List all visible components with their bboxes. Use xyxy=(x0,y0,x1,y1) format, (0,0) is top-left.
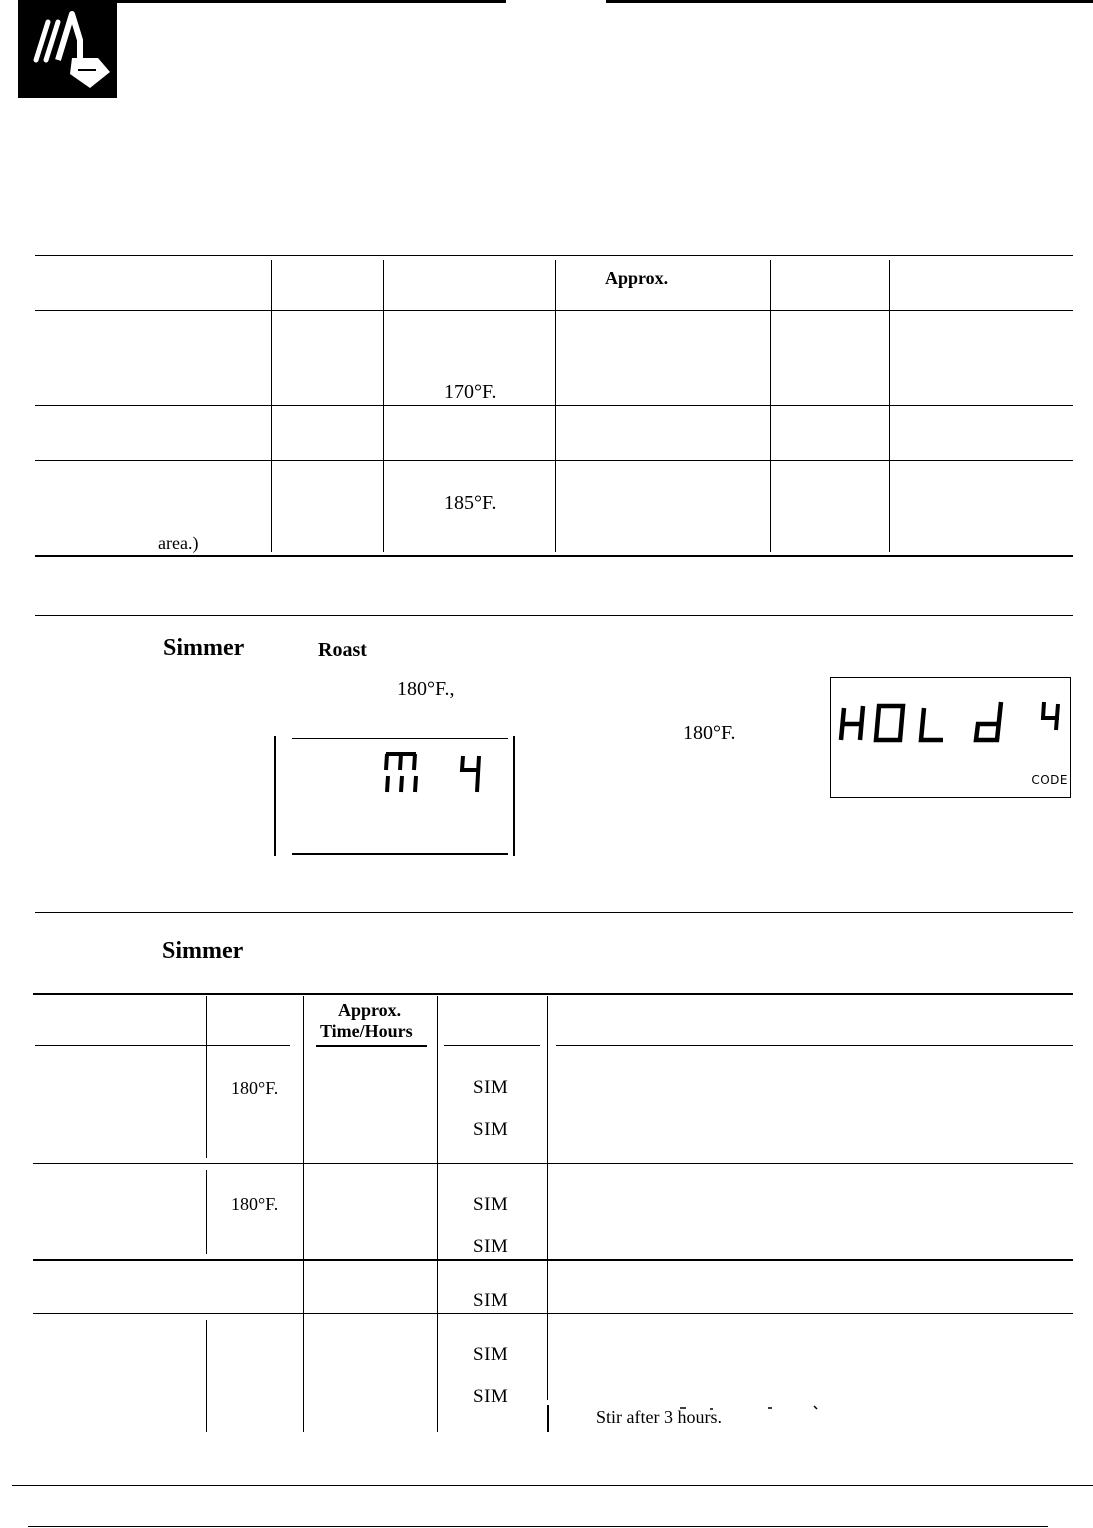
lcd-display-hold xyxy=(830,677,1071,798)
setting-sim: SIM xyxy=(473,1236,509,1257)
table1-row-rule xyxy=(35,460,1073,461)
table2-row-rule xyxy=(33,1313,1073,1314)
table1-row-rule xyxy=(35,405,1073,406)
page-footer-rule xyxy=(28,1526,1048,1527)
table2-row-rule xyxy=(33,1163,1073,1164)
display-panel-right-edge xyxy=(513,736,515,856)
setting-sim: SIM xyxy=(473,1119,509,1140)
lcd-code-label: CODE xyxy=(1031,773,1068,787)
simmer-heading: Simmer xyxy=(162,938,244,964)
table2-header-rule xyxy=(444,1045,540,1046)
table2-row2-temp: 180°F. xyxy=(231,1194,279,1214)
table2-header-rule xyxy=(556,1045,1073,1046)
table1-row1-temp: 170°F. xyxy=(444,381,497,403)
partial-text-marks xyxy=(680,1399,820,1407)
roast-heading: Roast xyxy=(318,639,367,661)
table2-column-divider xyxy=(547,996,548,1400)
table1-approx-header: Approx. xyxy=(605,268,669,288)
temperature-value: 180°F., xyxy=(397,678,455,700)
hand-pressing-button-icon xyxy=(18,0,117,98)
display-panel-bottom-edge xyxy=(292,853,508,855)
header-bar-left xyxy=(113,0,506,3)
table1-column-divider xyxy=(383,260,384,552)
table1-column-divider xyxy=(889,260,890,552)
lcd-m4-glyph xyxy=(380,748,490,798)
setting-sim: SIM xyxy=(473,1344,509,1365)
display-panel-left-edge xyxy=(274,736,276,856)
table1-row3-note: area.) xyxy=(158,533,199,553)
lcd-hold-glyph xyxy=(831,688,1069,768)
table1-header-rule xyxy=(35,310,1073,311)
temperature-value: 180°F. xyxy=(683,722,736,744)
table2-row-rule xyxy=(33,1259,1073,1261)
table2-row1-temp: 180°F. xyxy=(231,1078,279,1098)
table2-approx-header: Approx. xyxy=(338,1000,402,1020)
table1-column-divider xyxy=(271,260,272,552)
table1-bottom-rule xyxy=(35,555,1073,557)
table2-top-rule xyxy=(33,993,1073,995)
setting-sim: SIM xyxy=(473,1290,509,1311)
setting-sim: SIM xyxy=(473,1386,509,1407)
setting-sim: SIM xyxy=(473,1194,509,1215)
display-panel-top-edge xyxy=(292,738,508,739)
table1-top-rule xyxy=(35,255,1073,256)
simmer-heading: Simmer xyxy=(163,635,245,661)
section-rule xyxy=(35,912,1073,913)
table2-column-divider xyxy=(206,996,207,1158)
header-bar-right xyxy=(606,0,1093,3)
table2-column-divider xyxy=(206,1170,207,1254)
table2-header-rule xyxy=(316,1045,427,1047)
table2-column-divider xyxy=(303,996,304,1432)
setting-sim: SIM xyxy=(473,1077,509,1098)
page-footer-rule xyxy=(12,1485,1093,1486)
lcd-display-small xyxy=(380,748,490,798)
table2-header-rule xyxy=(35,1045,290,1046)
table2-column-divider xyxy=(437,996,438,1432)
table2-stir-note: Stir after 3 hours. xyxy=(596,1407,722,1427)
table2-column-divider xyxy=(206,1320,207,1432)
table2-time-hours-header: Time/Hours xyxy=(320,1021,413,1041)
section-rule xyxy=(35,615,1073,616)
table1-column-divider xyxy=(770,260,771,552)
table1-row3-temp: 185°F. xyxy=(444,492,497,514)
table1-column-divider xyxy=(555,260,556,552)
table2-column-divider xyxy=(547,1405,549,1432)
